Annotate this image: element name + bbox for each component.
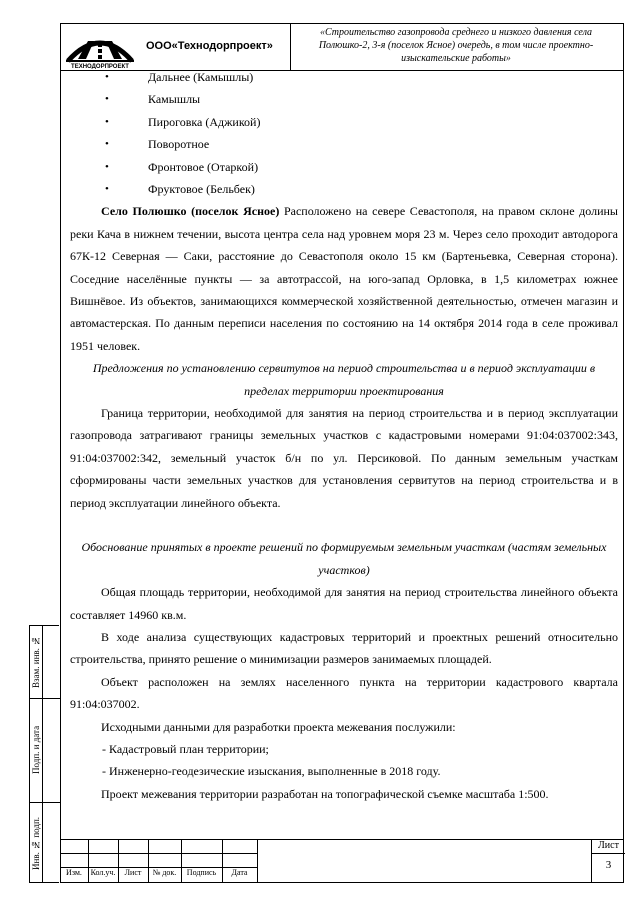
bullet-icon: • — [105, 93, 109, 106]
list-item: • Фруктовое (Бельбек) — [70, 178, 618, 200]
company-name: ООО«Технодорпроект» — [146, 40, 273, 52]
list-item: • Камышлы — [70, 88, 618, 110]
bullet-icon: • — [105, 160, 109, 173]
side-label-signature-date: Подп. и дата — [31, 725, 41, 775]
sheet-label: Лист — [598, 840, 619, 851]
source-data-paragraph: Исходными данными для разработки проекта межевания послужили: — [101, 719, 456, 734]
company-logo — [64, 27, 136, 69]
side-label-replacement-inv: Взам. инв. № — [31, 635, 41, 689]
blank-line — [70, 514, 618, 536]
stamp-label-sheet: Лист — [124, 868, 142, 877]
easements-paragraph: Граница территории, необходимой для занятия на период строительства и в период эксплуатации газопровода затрагивают границы земельных участков с кадастровыми номерами 91:04:037002:343, 91:04:037002:342, земельный участок б/н по ул. Персиковой. По данным земельным участкам сформированы части земельных участков для установления сервитутов на период строительства и в период эксплуатации линейного объекта. — [70, 406, 618, 510]
sheet-number: 3 — [605, 859, 612, 871]
village-text: Расположено на севере Севастополя, на правом склоне долины реки Кача в нижнем течении, высота центра села над уровнем моря 23 м. Через село проходит автодорога 67К-12 Северная — Саки, расстояние до Севастополя около 15 км (Бартеньевка, Северная сторона). Соседние населённые пункты — за автотрассой, на юго-запад Орловка, в 1,5 километрах южнее Вишнёвое. Из объектов, занимающихся коммерческой хозяйственной деятельностью, отмечен магазин и автомастерская. По данным переписи населения по состоянию на 14 октября 2014 года в селе проживал 1951 человек. — [70, 204, 618, 353]
section-heading-easements: Предложения по установлению сервитутов на период строительства и в период эксплуатации в пределах территории проектирования — [92, 361, 596, 398]
scale-paragraph: Проект межевания территории разработан на топографической съемке масштаба 1:500. — [101, 786, 549, 801]
settlement-list — [70, 66, 618, 200]
logo-icon — [64, 27, 136, 69]
source-item: - Кадастровый план территории; — [102, 742, 269, 757]
bullet-icon: • — [105, 71, 109, 83]
bullet-icon: • — [105, 115, 109, 128]
svg-text:ТЕХНОДОРПРОЕКТ: ТЕХНОДОРПРОЕКТ — [71, 64, 129, 69]
stamp-label-doc: № док. — [152, 868, 177, 877]
side-strip — [29, 625, 59, 883]
stamp-label-date: Дата — [231, 868, 248, 877]
village-paragraph — [70, 200, 618, 357]
stamp-label-change: Изм. — [66, 868, 82, 877]
list-item: • Фронтовое (Отаркой) — [70, 156, 618, 178]
sheet-divider — [592, 853, 625, 854]
area-paragraph: Общая площадь территории, необходимой для занятия на период строительства линейного объекта составляет 14960 кв.м. — [70, 585, 618, 622]
stamp-label-count: Кол.уч. — [90, 868, 116, 877]
header-divider — [290, 23, 291, 70]
stamp-col-line — [257, 839, 258, 883]
bullet-icon: • — [105, 138, 109, 151]
source-item: - Инженерно-геодезические изыскания, выполненные в 2018 году. — [102, 764, 441, 779]
side-label-original-inv: Инв. № подп. — [31, 816, 41, 870]
stamp-top-line — [60, 839, 624, 840]
analysis-paragraph: В ходе анализа существующих кадастровых территорий и проектных решений относительно строительства, принято решение о минимизации размеров занимаемых площадей. — [70, 630, 618, 667]
project-title: «Строительство газопровода среднего и низкого давления села Полюшко-2, 3-я (поселок Ясное) очередь, в том числе проектно-изыскательские работы» — [318, 27, 594, 64]
stamp-label-signature: Подпись — [186, 868, 217, 877]
list-item: • Поворотное — [70, 133, 618, 155]
location-paragraph: Объект расположен на землях населенного пункта на территории кадастрового квартала 91:04:037002. — [70, 674, 618, 712]
sheet-box — [591, 839, 625, 883]
title-block — [60, 839, 624, 883]
stamp-row-line — [60, 853, 257, 854]
list-item: • Пироговка (Аджикой) — [70, 111, 618, 133]
village-name: Село Полюшко (поселок Ясное) — [101, 204, 280, 219]
document-body — [70, 66, 618, 805]
list-item: • Дальнее (Камышлы) — [70, 66, 618, 88]
section-heading-justification: Обоснование принятых в проекте решений по формируемым земельным участкам (частям земельных участков) — [81, 540, 607, 577]
bullet-icon: • — [105, 182, 109, 195]
